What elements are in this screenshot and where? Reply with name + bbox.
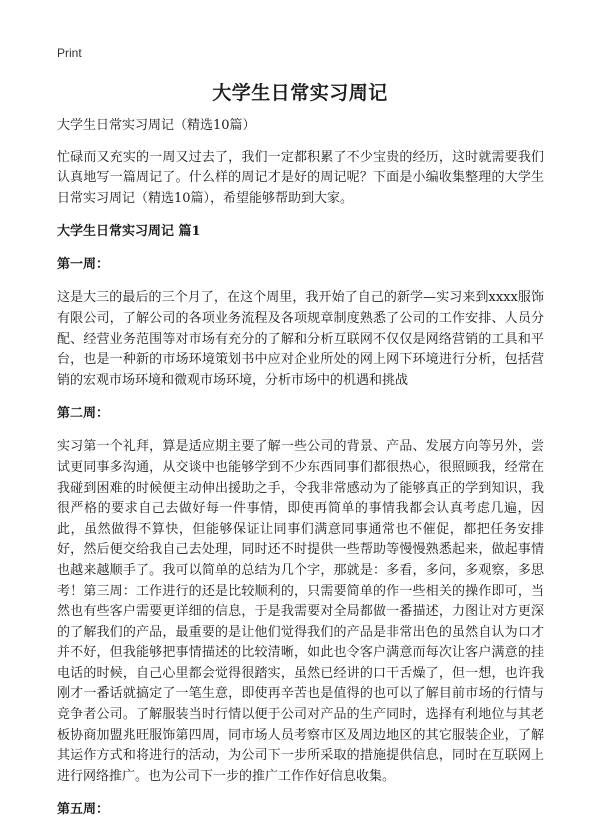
print-link[interactable]: Print bbox=[57, 46, 82, 60]
document-subtitle: 大学生日常实习周记（精选10篇） bbox=[57, 118, 256, 133]
intro-paragraph: 忙碌而又充实的一周又过去了，我们一定都积累了不少宝贵的经历，这时就需要我们认真地写一篇周记了。什么样的周记才是好的周记呢？下面是小编收集整理的大学生日常实习周记（精选10篇），希望能够帮助到大家。 bbox=[57, 149, 544, 206]
article-heading: 大学生日常实习周记 篇1 bbox=[57, 224, 201, 240]
section-heading-week5: 第五周： bbox=[57, 802, 110, 818]
section-body-week1: 这是大三的最后的三个月了，在这个周里，我开始了自己的新学—实习来到xxxx服饰有限公司，了解公司的各项业务流程及各项规章制度熟悉了公司的工作安排、人员分配、经营业务范围等对市场有充分的了解和分析互联网不仅仅是网络营销的工具和平台，也是一种新的市场环境策划书中应对企业所处的网上网下环境进行分析，包括营销的宏观市场环境和微观市场环境，分析市场中的机遇和挑战 bbox=[57, 290, 544, 388]
section-heading-week1: 第一周： bbox=[57, 257, 110, 273]
section-heading-week2: 第二周： bbox=[57, 406, 110, 422]
document-body bbox=[57, 116, 544, 828]
section-body-week2: 实习第一个礼拜，算是适应期主要了解一些公司的背景、产品、发展方向等另外，尝试更同事多沟通，从交谈中也能够学到不少东西同事们都很热心，很照顾我，经常在我碰到困难的时候便主动伸出援助之手，令我非常感动为了能够真正的学到知识，我很严格的要求自己去做好每一件事情，即使再简单的事情我都会认真考虑几遍，因此，虽然做得不算快，但能够保证让同事们满意同事通常也不催促，都把任务安排好，然后便交给我自己去处理，同时还不时提供一些帮助等慢慢熟悉起来，做起事情也越来越顺手了。我可以简单的总结为几个字，那就是：多看，多问，多观察，多思考！第三周：工作进行的还是比较顺利的，只需要简单的作一些相关的操作即可，当然也有些客户需要更详细的信息，于是我需要对全局都做一番描述，力图让对方更深的了解我们的产品，最重要的是让他们觉得我们的产品是非常出色的虽然自认为口才并不好，但我能够把事情描述的比较清晰，如此也令客户满意而每次让客户满意的挂电话的时候，自己心里都会觉得很踏实，虽然已经讲的口干舌燥了，但一想，也许我刚才一番话就搞定了一笔生意，即使再辛苦也是值得的也可以了解目前市场的行情与竞争者公司。了解服装当时行情以便于公司对产品的生产同时，选择有利地位与其老板协商加盟兆旺服饰第四周，同市场人员考察市区及周边地区的其它服装企业，了解其运作方式和将进行的活动，为公司下一步所采取的措施提供信息，同时在互联网上进行网络推广。也为公司下一步的推广工作作好信息收集。 bbox=[57, 439, 544, 784]
document-title: 大学生日常实习周记 bbox=[212, 82, 388, 104]
